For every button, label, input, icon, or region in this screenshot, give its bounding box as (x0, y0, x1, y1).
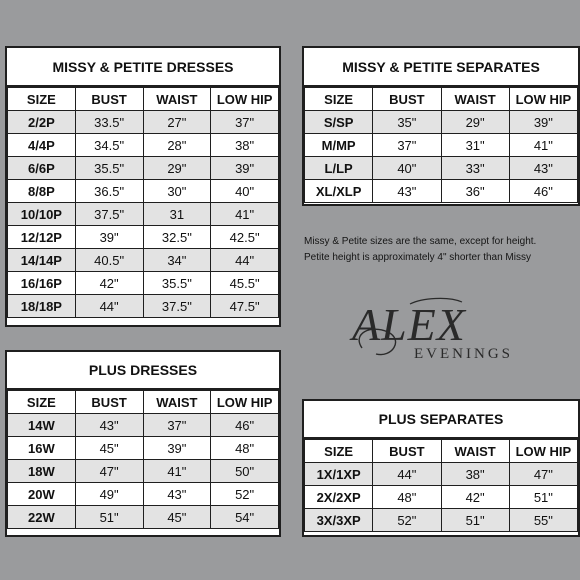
column-header: BUST (373, 440, 441, 463)
table-row (8, 460, 279, 483)
measurement-cell: 38" (211, 134, 279, 157)
measurement-cell: 36.5" (75, 180, 143, 203)
column-header: WAIST (441, 88, 509, 111)
header-row (305, 440, 578, 463)
column-header: WAIST (143, 88, 211, 111)
table-row (305, 111, 578, 134)
measurement-cell: 39" (143, 437, 211, 460)
petite-note (304, 234, 580, 266)
size-cell: 2/2P (8, 111, 76, 134)
size-cell: 16/16P (8, 272, 76, 295)
measurement-cell: 34" (143, 249, 211, 272)
measurement-cell: 46" (211, 414, 279, 437)
note-line: Missy & Petite sizes are the same, except for height. (304, 236, 537, 247)
measurement-cell: 47" (75, 460, 143, 483)
measurement-cell: 39" (509, 111, 577, 134)
measurement-cell: 54" (211, 506, 279, 529)
measurement-cell: 35.5" (75, 157, 143, 180)
column-header: SIZE (8, 391, 76, 414)
column-header: LOW HIP (509, 88, 577, 111)
table-row (8, 157, 279, 180)
table-row (305, 180, 578, 203)
size-cell: 18W (8, 460, 76, 483)
column-header: LOW HIP (211, 391, 279, 414)
measurement-cell: 55" (509, 509, 577, 532)
measurement-cell: 36" (441, 180, 509, 203)
measurement-cell: 27" (143, 111, 211, 134)
measurement-cell: 37" (143, 414, 211, 437)
note-line: Petite height is approximately 4" shorter than Missy (304, 252, 531, 263)
size-cell: XL/XLP (305, 180, 373, 203)
measurement-cell: 40" (211, 180, 279, 203)
measurement-cell: 51" (509, 486, 577, 509)
size-cell: 14/14P (8, 249, 76, 272)
measurement-cell: 47" (509, 463, 577, 486)
plus-separates-table (302, 399, 580, 537)
measurement-cell: 35" (373, 111, 441, 134)
missy-petite-dresses-table (5, 46, 281, 327)
column-header: BUST (75, 88, 143, 111)
header-row (305, 88, 578, 111)
table-row (8, 414, 279, 437)
measurement-cell: 43" (143, 483, 211, 506)
measurement-cell: 46" (509, 180, 577, 203)
logo-sub-text: EVENINGS (414, 346, 513, 362)
measurement-cell: 51" (75, 506, 143, 529)
header-row (8, 88, 279, 111)
size-cell: 10/10P (8, 203, 76, 226)
measurement-cell: 39" (211, 157, 279, 180)
table-title: MISSY & PETITE SEPARATES (304, 48, 578, 87)
measurement-cell: 44" (75, 295, 143, 318)
measurement-cell: 45" (143, 506, 211, 529)
measurement-cell: 43" (509, 157, 577, 180)
measurement-cell: 41" (509, 134, 577, 157)
measurement-cell: 29" (143, 157, 211, 180)
table-row (8, 203, 279, 226)
column-header: BUST (75, 391, 143, 414)
measurement-cell: 43" (373, 180, 441, 203)
table-row (8, 272, 279, 295)
measurement-cell: 49" (75, 483, 143, 506)
table-row (8, 249, 279, 272)
size-cell: S/SP (305, 111, 373, 134)
size-grid (304, 439, 578, 532)
measurement-cell: 51" (441, 509, 509, 532)
table-row (8, 134, 279, 157)
column-header: SIZE (305, 88, 373, 111)
measurement-cell: 41" (211, 203, 279, 226)
size-cell: 22W (8, 506, 76, 529)
size-grid (7, 390, 279, 529)
table-row (8, 295, 279, 318)
measurement-cell: 41" (143, 460, 211, 483)
measurement-cell: 40" (373, 157, 441, 180)
size-cell: M/MP (305, 134, 373, 157)
size-cell: 1X/1XP (305, 463, 373, 486)
table-title: PLUS SEPARATES (304, 401, 578, 439)
measurement-cell: 42" (75, 272, 143, 295)
table-title: MISSY & PETITE DRESSES (7, 48, 279, 87)
size-cell: 12/12P (8, 226, 76, 249)
missy-petite-separates-table (302, 46, 580, 206)
table-row (305, 463, 578, 486)
column-header: WAIST (441, 440, 509, 463)
size-cell: 20W (8, 483, 76, 506)
column-header: BUST (373, 88, 441, 111)
measurement-cell: 33.5" (75, 111, 143, 134)
measurement-cell: 44" (211, 249, 279, 272)
measurement-cell: 52" (211, 483, 279, 506)
column-header: SIZE (8, 88, 76, 111)
table-title: PLUS DRESSES (7, 352, 279, 390)
plus-dresses-table (5, 350, 281, 537)
measurement-cell: 31" (441, 134, 509, 157)
measurement-cell: 44" (373, 463, 441, 486)
logo-main-text: ALEX (352, 299, 466, 350)
size-cell: 4/4P (8, 134, 76, 157)
alex-evenings-logo (352, 296, 542, 376)
table-row (305, 157, 578, 180)
measurement-cell: 33" (441, 157, 509, 180)
size-grid (304, 87, 578, 203)
measurement-cell: 37.5" (75, 203, 143, 226)
table-row (305, 486, 578, 509)
column-header: SIZE (305, 440, 373, 463)
measurement-cell: 45.5" (211, 272, 279, 295)
measurement-cell: 40.5" (75, 249, 143, 272)
measurement-cell: 38" (441, 463, 509, 486)
table-row (8, 437, 279, 460)
measurement-cell: 43" (75, 414, 143, 437)
size-cell: 18/18P (8, 295, 76, 318)
measurement-cell: 32.5" (143, 226, 211, 249)
table-row (8, 506, 279, 529)
measurement-cell: 31 (143, 203, 211, 226)
measurement-cell: 28" (143, 134, 211, 157)
measurement-cell: 34.5" (75, 134, 143, 157)
measurement-cell: 48" (211, 437, 279, 460)
measurement-cell: 50" (211, 460, 279, 483)
size-grid (7, 87, 279, 318)
column-header: LOW HIP (509, 440, 577, 463)
size-cell: 8/8P (8, 180, 76, 203)
size-cell: 3X/3XP (305, 509, 373, 532)
column-header: LOW HIP (211, 88, 279, 111)
measurement-cell: 48" (373, 486, 441, 509)
measurement-cell: 35.5" (143, 272, 211, 295)
measurement-cell: 37" (373, 134, 441, 157)
size-cell: 14W (8, 414, 76, 437)
measurement-cell: 37" (211, 111, 279, 134)
size-cell: 16W (8, 437, 76, 460)
measurement-cell: 42" (441, 486, 509, 509)
table-row (8, 180, 279, 203)
measurement-cell: 37.5" (143, 295, 211, 318)
table-row (8, 111, 279, 134)
size-cell: L/LP (305, 157, 373, 180)
measurement-cell: 52" (373, 509, 441, 532)
table-row (8, 226, 279, 249)
table-row (8, 483, 279, 506)
measurement-cell: 45" (75, 437, 143, 460)
header-row (8, 391, 279, 414)
measurement-cell: 29" (441, 111, 509, 134)
measurement-cell: 47.5" (211, 295, 279, 318)
size-cell: 6/6P (8, 157, 76, 180)
measurement-cell: 30" (143, 180, 211, 203)
size-cell: 2X/2XP (305, 486, 373, 509)
column-header: WAIST (143, 391, 211, 414)
table-row (305, 134, 578, 157)
measurement-cell: 39" (75, 226, 143, 249)
measurement-cell: 42.5" (211, 226, 279, 249)
table-row (305, 509, 578, 532)
